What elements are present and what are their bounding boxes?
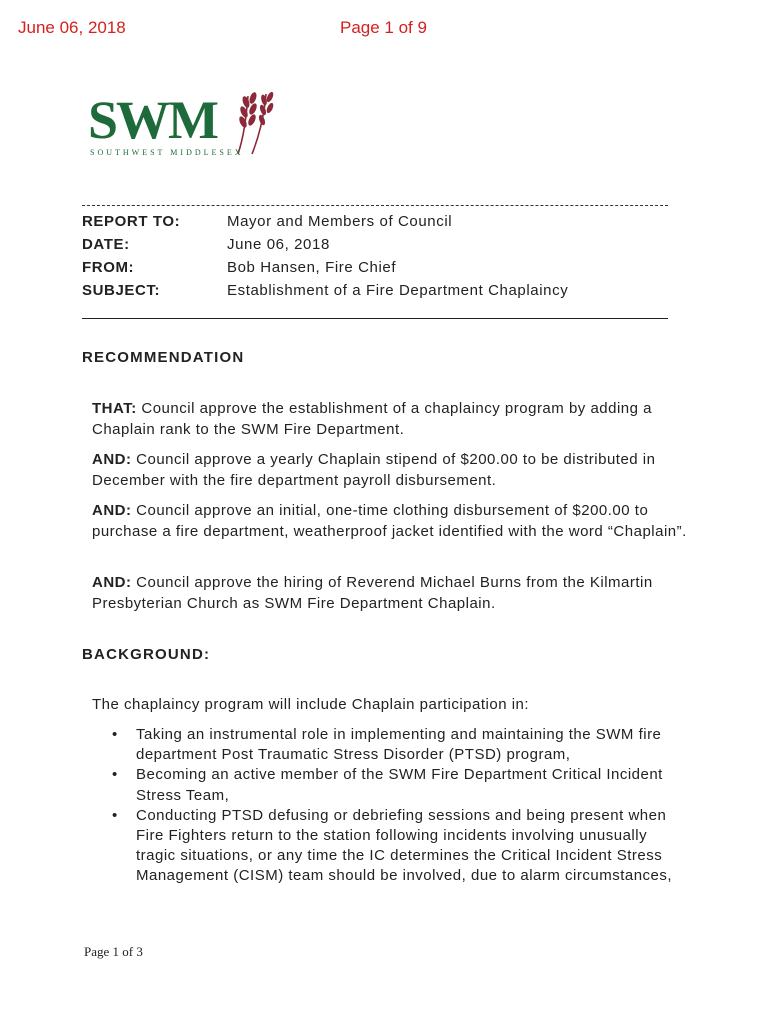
- list-item: [108, 806, 688, 887]
- background-list: [108, 725, 688, 887]
- header-date: June 06, 2018: [18, 18, 126, 37]
- recommendation-lead: THAT:: [92, 400, 137, 417]
- recommendation-lead: AND:: [92, 451, 132, 468]
- recommendation-text: Council approve the hiring of Reverend Michael Burns from the Kilmartin Presbyterian Church as SWM Fire Department Chaplain.: [92, 574, 653, 612]
- top-divider: [82, 205, 668, 206]
- list-item: [108, 725, 688, 765]
- list-item: [108, 765, 688, 805]
- meta-value: June 06, 2018: [227, 236, 330, 253]
- logo-subtitle: SOUTHWEST MIDDLESEX: [90, 148, 244, 157]
- recommendation-item: [92, 500, 692, 542]
- meta-key: REPORT TO:: [82, 213, 181, 230]
- recommendation-heading: RECOMMENDATION: [82, 349, 245, 366]
- recommendation-item: [92, 449, 692, 491]
- recommendation-text: Council approve the establishment of a chaplaincy program by adding a Chaplain rank to the SWM Fire Department.: [92, 400, 653, 438]
- meta-key: FROM:: [82, 259, 135, 276]
- background-heading: BACKGROUND:: [82, 646, 211, 663]
- recommendation-item: [92, 398, 692, 440]
- recommendation-lead: AND:: [92, 574, 132, 591]
- background-intro: The chaplaincy program will include Chaplain participation in:: [92, 696, 530, 713]
- bullet-icon: •: [112, 726, 118, 743]
- recommendation-text: Council approve a yearly Chaplain stipend of $200.00 to be distributed in December with the fire department payroll disbursement.: [92, 451, 656, 489]
- recommendation-item: [92, 572, 692, 614]
- meta-value: Mayor and Members of Council: [227, 213, 453, 230]
- recommendation-text: Council approve an initial, one-time clothing disbursement of $200.00 to purchase a fire department, weatherproof jacket identified with the word “Chaplain”.: [92, 502, 687, 540]
- recommendation-lead: AND:: [92, 502, 132, 519]
- list-item-text: Taking an instrumental role in implementing and maintaining the SWM fire department Post Traumatic Stress Disorder (PTSD) program,: [136, 726, 662, 764]
- meta-key: DATE:: [82, 236, 130, 253]
- meta-key: SUBJECT:: [82, 282, 161, 299]
- meta-value: Bob Hansen, Fire Chief: [227, 259, 397, 276]
- bullet-icon: •: [112, 766, 118, 784]
- meta-value: Establishment of a Fire Department Chaplaincy: [227, 282, 569, 299]
- swm-logo: [86, 88, 286, 166]
- footer-page-number: Page 1 of 3: [84, 944, 143, 959]
- logo-wordmark: SWM: [88, 90, 217, 150]
- list-item-text: Becoming an active member of the SWM Fire Department Critical Incident Stress Team,: [136, 766, 663, 804]
- header-page-number: Page 1 of 9: [340, 18, 427, 37]
- list-item-text: Conducting PTSD defusing or debriefing sessions and being present when Fire Fighters return to the station following incidents involving unusually tragic situations, or any time the IC determines the Critical Incident Stress Management (CISM) team should be involved, due to alarm circumstances,: [136, 806, 673, 885]
- bullet-icon: •: [112, 806, 118, 824]
- bottom-divider: [82, 318, 668, 319]
